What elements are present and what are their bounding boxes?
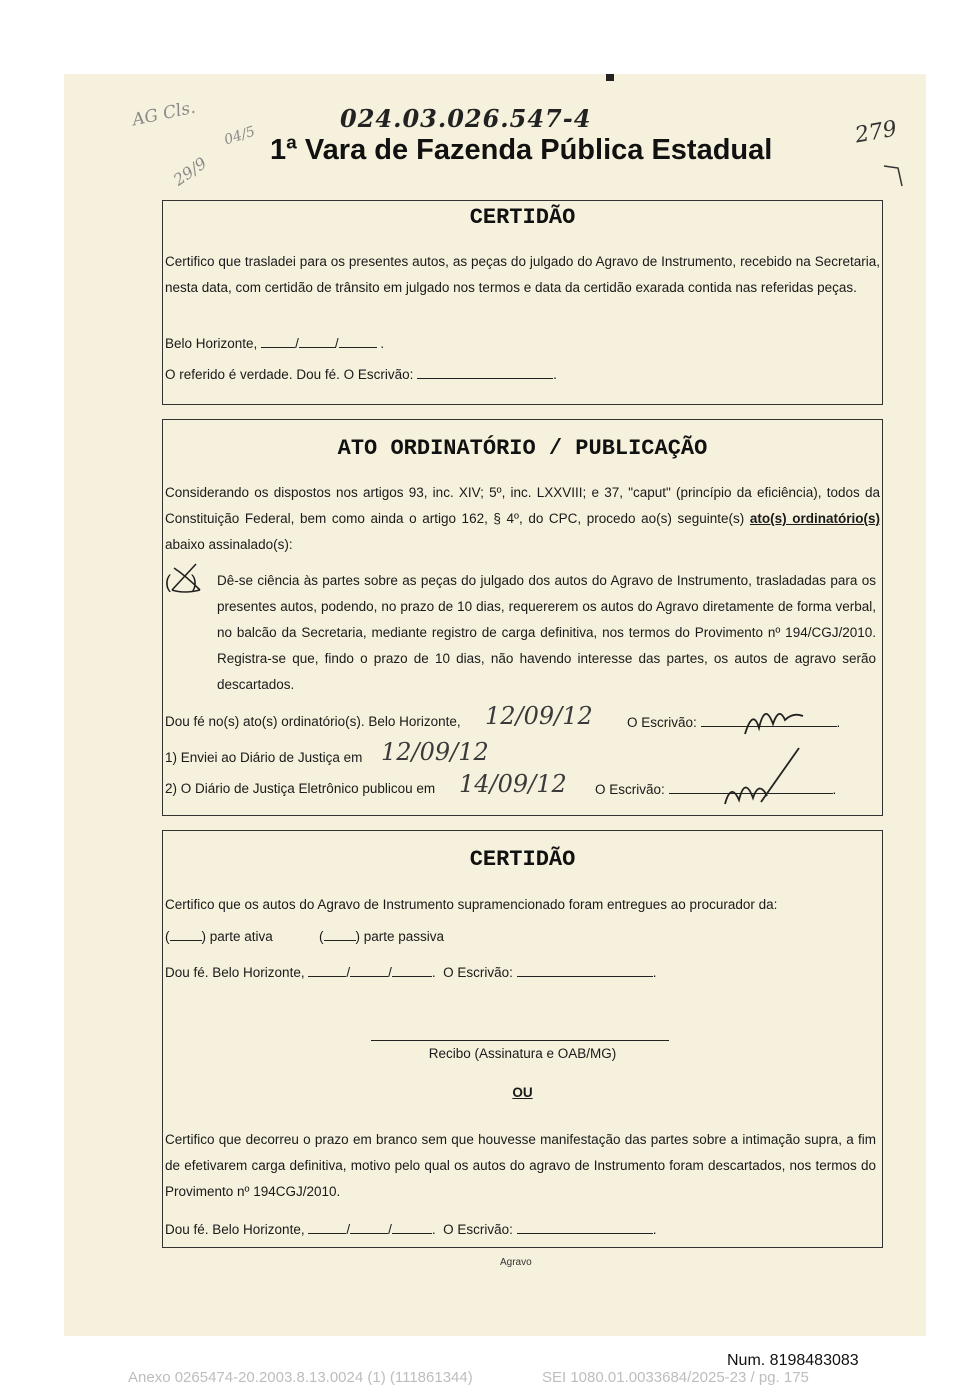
- ato-enviei-line: 1) Enviei ao Diário de Justiça em: [165, 750, 363, 765]
- escrivao-signature-1: [739, 698, 809, 738]
- certidao-2-text2: Certifico que decorreu o prazo em branco sem que houvesse manifestação das partes sobre a intimação supra, a fim de efetivarem carga definitiva, motivo pelo qual os autos do agravo de Instrumento foram descartados, nos termos do Provimento nº 194CGJ/2010.: [165, 1132, 876, 1199]
- anexo-reference: Anexo 0265474-20.2003.8.13.0024 (1) (111861344): [128, 1369, 473, 1386]
- certidao-1-text: Certifico que trasladei para os presentes autos, as peças do julgado do Agravo de Instrumento, recebido na Secretaria, nesta data, com certidão de trânsito em julgado nos termos e data da certidão exarada contida nas referidas peças.: [165, 254, 880, 295]
- certidao-box-2: [162, 830, 883, 1248]
- publicou-handwritten-date: 14/09/12: [459, 770, 567, 798]
- document-num: Num. 8198483083: [727, 1352, 859, 1369]
- margin-note-ag: AG Cls.: [130, 97, 198, 131]
- checkbox-x-mark: [166, 560, 206, 596]
- enviei-handwritten-date: 12/09/12: [381, 738, 489, 766]
- margin-note-number: 29/9: [169, 153, 211, 190]
- ato-ordinatorio-box: [162, 419, 883, 816]
- ato-publicou-line: 2) O Diário de Justiça Eletrônico publicou em: [165, 781, 436, 796]
- page-mark: 279: [853, 116, 899, 149]
- ato-option-text: Dê-se ciência às partes sobre as peças do julgado dos autos do Agravo de Instrumento, trasladadas para os presentes autos, podendo, no prazo de 10 dias, requererem os autos do Agravo diretamente de forma verbal, no balcão da Secretaria, mediante registro de carga definitiva, nos termos do Provimento nº 194/CGJ/2010. Registra-se que, findo o prazo de 10 dias, não havendo interesse das partes, os autos de agravo serão descartados.: [217, 573, 876, 692]
- ato-title: ATO ORDINATÓRIO / PUBLICAÇÃO: [337, 436, 708, 461]
- certidao-1-verdade-line: O referido é verdade. Dou fé. O Escrivão: .: [165, 367, 557, 382]
- certidao-2-text: Certifico que os autos do Agravo de Instrumento supramencionado foram entregues ao procurador da:: [165, 897, 778, 912]
- certidao-1-title: CERTIDÃO: [469, 205, 576, 230]
- parte-ativa-option: ( ) parte ativa: [165, 929, 273, 944]
- page-mark-scribble: [880, 160, 910, 190]
- ato-option-checkbox: ( ): [165, 572, 197, 592]
- certidao-2-doufe-line: Dou fé. Belo Horizonte, / / . O Escrivão: .: [165, 965, 657, 980]
- certidao-box-1: [162, 200, 883, 405]
- recibo-signature-line: [371, 1040, 669, 1041]
- certidao-1-city-line: Belo Horizonte, / / .: [165, 336, 385, 351]
- ato-doufe-line: Dou fé no(s) ato(s) ordinatório(s). Belo Horizonte,: [165, 714, 461, 729]
- certidao-2-title: CERTIDÃO: [469, 847, 576, 872]
- ato-doufe-escrivao: O Escrivão: .: [627, 715, 841, 730]
- process-number: 024.03.026.547-4: [340, 104, 592, 133]
- form-name: Agravo: [500, 1257, 532, 1268]
- sei-reference: SEI 1080.01.0033684/2025-23 / pg. 175: [542, 1369, 809, 1386]
- certidao-2-doufe2-line: Dou fé. Belo Horizonte, / / . O Escrivão: .: [165, 1222, 657, 1237]
- doufe-handwritten-date: 12/09/12: [485, 702, 593, 730]
- escrivao-signature-2: [715, 742, 805, 812]
- ato-intro-text: Considerando os dispostos nos artigos 93, inc. XIV; 5º, inc. LXXVIII; e 37, "caput" (princípio da eficiência), todos da Constituição Federal, bem como ainda o artigo 162, § 4º, do CPC, procedo ao(s) seguinte(s) ato(s) ordinatório(s) abaixo assinalado(s):: [165, 485, 880, 552]
- ou-label: OU: [512, 1085, 533, 1100]
- recibo-label: Recibo (Assinatura e OAB/MG): [428, 1046, 617, 1061]
- margin-note-date: 04/5: [222, 123, 258, 149]
- parte-passiva-option: ( ) parte passiva: [319, 929, 445, 944]
- court-title: 1ª Vara de Fazenda Pública Estadual: [270, 134, 773, 166]
- ato-publicou-escrivao: O Escrivão: .: [595, 782, 837, 797]
- top-mark: [606, 74, 614, 81]
